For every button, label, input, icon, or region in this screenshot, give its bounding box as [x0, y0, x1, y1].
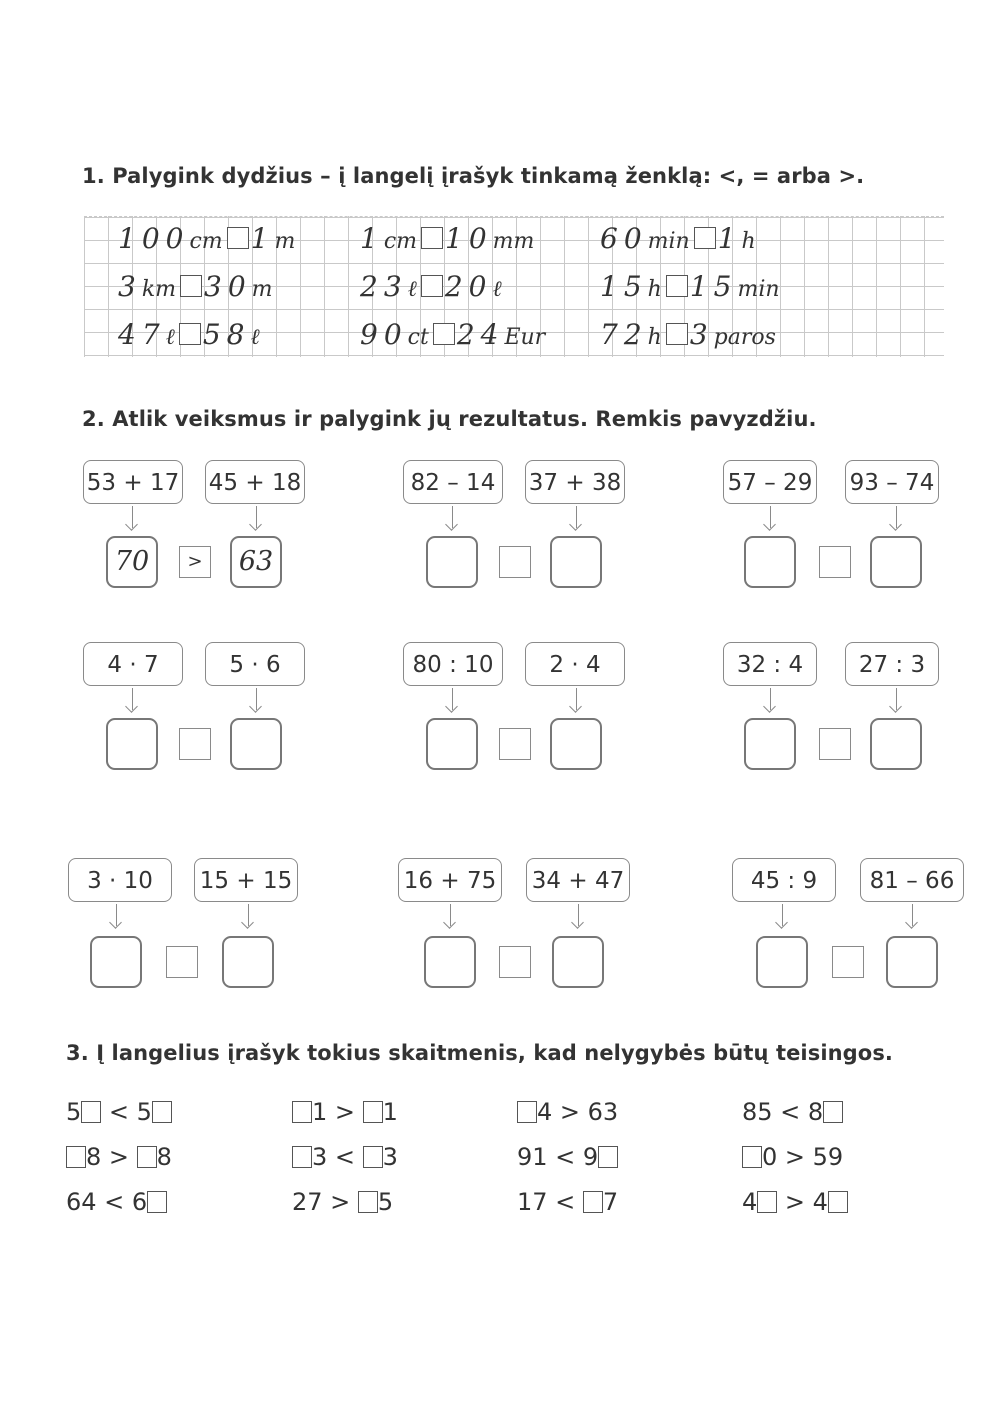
inequality — [742, 1187, 848, 1217]
right-expression: 81 – 66 — [860, 858, 964, 902]
inequality-text: 5 — [66, 1098, 82, 1126]
left-answer-box[interactable] — [744, 718, 796, 770]
left-value: 23 — [360, 270, 408, 303]
task1-comparison — [360, 222, 536, 256]
inequality — [66, 1142, 172, 1172]
left-value: 1 — [360, 222, 384, 255]
inequality-text: 1 > — [312, 1098, 363, 1126]
task1-title: 1. Palygink dydžius – į langelį įrašyk tinkamą ženklą: <, = arba >. — [82, 164, 865, 188]
sign-box[interactable] — [179, 728, 211, 760]
inequality-text: 4 > 63 — [537, 1098, 619, 1126]
right-unit: mm — [492, 229, 535, 254]
left-value: 60 — [600, 222, 648, 255]
sign-box[interactable] — [819, 546, 851, 578]
digit-input-box[interactable] — [81, 1101, 101, 1123]
left-unit: h — [647, 277, 662, 302]
down-arrow-icon — [132, 506, 133, 528]
left-expression: 53 + 17 — [83, 460, 183, 504]
task1-comparison — [118, 222, 297, 256]
left-unit: cm — [189, 229, 223, 254]
right-expression: 15 + 15 — [194, 858, 298, 902]
right-expression: 2 · 4 — [525, 642, 625, 686]
inequality-text: 4 — [742, 1188, 758, 1216]
left-expression: 57 – 29 — [723, 460, 817, 504]
left-value: 47 — [118, 318, 166, 351]
down-arrow-icon — [770, 688, 771, 710]
sign-box[interactable] — [499, 946, 531, 978]
down-arrow-icon — [896, 506, 897, 528]
down-arrow-icon — [770, 506, 771, 528]
inequality — [66, 1187, 167, 1217]
right-value: 1 — [717, 222, 742, 255]
left-answer-box[interactable]: 70 — [106, 536, 158, 588]
right-value: 10 — [445, 222, 493, 255]
right-unit: paros — [713, 325, 776, 350]
sign-box[interactable] — [499, 728, 531, 760]
left-answer-box[interactable] — [744, 536, 796, 588]
sign-input-box[interactable] — [180, 275, 202, 297]
right-expression: 5 · 6 — [205, 642, 305, 686]
sign-box[interactable] — [499, 546, 531, 578]
digit-input-box[interactable] — [152, 1101, 172, 1123]
sign-input-box[interactable] — [179, 323, 201, 345]
task1-comparison — [118, 318, 262, 352]
task1-comparison — [118, 270, 275, 304]
left-answer-box[interactable] — [106, 718, 158, 770]
left-unit: ℓ — [165, 325, 175, 350]
sign-box[interactable] — [166, 946, 198, 978]
left-unit: cm — [383, 229, 418, 254]
right-expression: 93 – 74 — [845, 460, 939, 504]
task1-comparison — [360, 318, 547, 352]
inequality-text: 27 > — [292, 1188, 358, 1216]
right-value: 58 — [202, 318, 251, 351]
digit-input-box[interactable] — [292, 1146, 312, 1168]
inequality-text: 3 < — [312, 1143, 363, 1171]
task2-title: 2. Atlik veiksmus ir palygink jų rezultatus. Remkis pavyzdžiu. — [82, 407, 817, 431]
down-arrow-icon — [578, 904, 579, 926]
right-answer-box[interactable] — [552, 936, 604, 988]
down-arrow-icon — [132, 688, 133, 710]
down-arrow-icon — [576, 688, 577, 710]
right-value: 24 — [456, 318, 505, 351]
digit-input-box[interactable] — [66, 1146, 86, 1168]
inequality-text: 0 > 59 — [762, 1143, 844, 1171]
down-arrow-icon — [452, 506, 453, 528]
inequality — [292, 1187, 393, 1217]
left-unit: min — [647, 229, 690, 254]
left-answer-box[interactable] — [424, 936, 476, 988]
inequality — [517, 1187, 618, 1217]
left-answer-box[interactable] — [90, 936, 142, 988]
left-expression: 4 · 7 — [83, 642, 183, 686]
digit-input-box[interactable] — [363, 1146, 383, 1168]
left-unit: h — [647, 325, 662, 350]
left-unit: km — [141, 277, 177, 302]
right-answer-box[interactable] — [222, 936, 274, 988]
task3-title: 3. Į langelius įrašyk tokius skaitmenis, kad nelygybės būtų teisingos. — [66, 1041, 894, 1065]
right-unit: min — [737, 277, 780, 302]
task1-comparison — [600, 270, 782, 304]
left-value: 100 — [118, 222, 190, 255]
left-unit: ct — [407, 325, 429, 350]
down-arrow-icon — [576, 506, 577, 528]
inequality — [742, 1097, 843, 1127]
inequality-text: 17 < — [517, 1188, 583, 1216]
down-arrow-icon — [452, 688, 453, 710]
digit-input-box[interactable] — [358, 1191, 378, 1213]
right-unit: h — [741, 229, 756, 254]
digit-input-box[interactable] — [147, 1191, 167, 1213]
digit-input-box[interactable] — [517, 1101, 537, 1123]
inequality-text: > 4 — [777, 1188, 828, 1216]
down-arrow-icon — [782, 904, 783, 926]
right-answer-box[interactable]: 63 — [230, 536, 282, 588]
inequality-text: < 5 — [101, 1098, 152, 1126]
left-expression: 80 : 10 — [403, 642, 503, 686]
inequality-text: 8 — [156, 1143, 172, 1171]
digit-input-box[interactable] — [292, 1101, 312, 1123]
left-expression: 3 · 10 — [68, 858, 172, 902]
left-answer-box[interactable] — [426, 718, 478, 770]
down-arrow-icon — [450, 904, 451, 926]
left-value: 72 — [600, 318, 648, 351]
sign-box[interactable]: > — [179, 546, 211, 578]
right-unit: m — [274, 229, 296, 254]
task1-comparison — [600, 318, 778, 352]
digit-input-box[interactable] — [742, 1146, 762, 1168]
right-answer-box[interactable] — [230, 718, 282, 770]
right-expression: 45 + 18 — [205, 460, 305, 504]
sign-input-box[interactable] — [694, 227, 716, 249]
right-value: 20 — [444, 270, 493, 303]
sign-input-box[interactable] — [421, 227, 443, 249]
digit-input-box[interactable] — [363, 1101, 383, 1123]
sign-box[interactable] — [832, 946, 864, 978]
sign-input-box[interactable] — [433, 323, 455, 345]
right-unit: ℓ — [492, 277, 502, 302]
inequality — [742, 1142, 843, 1172]
down-arrow-icon — [256, 506, 257, 528]
inequality-text: 5 — [377, 1188, 394, 1216]
right-unit: Eur — [504, 325, 546, 350]
down-arrow-icon — [912, 904, 913, 926]
down-arrow-icon — [896, 688, 897, 710]
right-unit: m — [251, 277, 273, 302]
right-value: 30 — [204, 270, 252, 303]
right-expression: 27 : 3 — [845, 642, 939, 686]
right-answer-box[interactable] — [550, 718, 602, 770]
left-value: 15 — [600, 270, 648, 303]
left-value: 90 — [360, 318, 408, 351]
inequality-text: 1 — [382, 1098, 398, 1126]
left-expression: 45 : 9 — [732, 858, 836, 902]
digit-input-box[interactable] — [828, 1191, 848, 1213]
digit-input-box[interactable] — [583, 1191, 603, 1213]
digit-input-box[interactable] — [823, 1101, 843, 1123]
inequality — [517, 1142, 618, 1172]
right-answer-box[interactable] — [870, 718, 922, 770]
down-arrow-icon — [116, 904, 117, 926]
sign-box[interactable] — [819, 728, 851, 760]
inequality-text: 8 > — [86, 1143, 137, 1171]
right-unit: ℓ — [250, 325, 260, 350]
right-answer-box[interactable] — [550, 536, 602, 588]
left-answer-box[interactable] — [426, 536, 478, 588]
inequality-text: 7 — [602, 1188, 619, 1216]
inequality-text: 85 < 8 — [742, 1098, 824, 1126]
right-expression: 37 + 38 — [525, 460, 625, 504]
left-answer-box[interactable] — [756, 936, 808, 988]
right-value: 15 — [689, 270, 738, 303]
right-expression: 34 + 47 — [526, 858, 630, 902]
inequality — [292, 1142, 398, 1172]
left-expression: 16 + 75 — [398, 858, 502, 902]
sign-input-box[interactable] — [666, 323, 688, 345]
left-value: 3 — [118, 270, 142, 303]
sign-input-box[interactable] — [666, 275, 688, 297]
right-answer-box[interactable] — [886, 936, 938, 988]
digit-input-box[interactable] — [757, 1191, 777, 1213]
down-arrow-icon — [256, 688, 257, 710]
inequality-text: 64 < 6 — [66, 1188, 148, 1216]
right-value: 3 — [689, 318, 714, 351]
task1-comparison — [600, 222, 758, 256]
sign-input-box[interactable] — [227, 227, 249, 249]
inequality-text: 3 — [382, 1143, 398, 1171]
left-expression: 32 : 4 — [723, 642, 817, 686]
inequality — [517, 1097, 618, 1127]
right-value: 1 — [250, 222, 275, 255]
left-unit: ℓ — [407, 277, 417, 302]
digit-input-box[interactable] — [137, 1146, 157, 1168]
down-arrow-icon — [248, 904, 249, 926]
digit-input-box[interactable] — [598, 1146, 618, 1168]
left-expression: 82 – 14 — [403, 460, 503, 504]
sign-input-box[interactable] — [421, 275, 443, 297]
task1-comparison — [360, 270, 504, 304]
inequality-text: 91 < 9 — [517, 1143, 599, 1171]
inequality — [66, 1097, 172, 1127]
right-answer-box[interactable] — [870, 536, 922, 588]
inequality — [292, 1097, 398, 1127]
